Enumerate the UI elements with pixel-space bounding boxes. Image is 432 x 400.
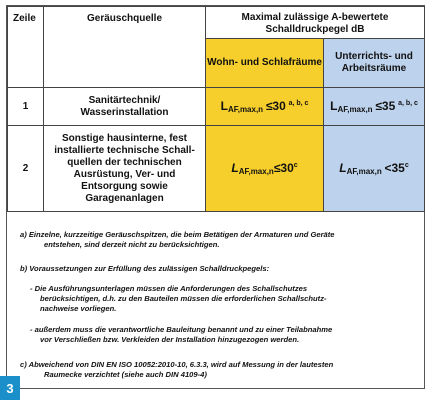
row-2-source-line: Entsorgung sowie — [81, 180, 168, 192]
level-footnote: c — [293, 161, 298, 169]
footnote-b1-line: - Die Ausführungsunterlagen müssen die Anforderungen des Schallschutzes — [30, 284, 308, 293]
header-max-line2: Schalldruckpegel dB — [265, 24, 365, 35]
noise-limit-table — [7, 6, 425, 212]
footnote-b-item-1 — [30, 284, 327, 314]
row-1-number: 1 — [8, 88, 44, 126]
footnote-b2-line: - außerdem muss die verantwortliche Bauleitung benannt und zu einer Teilabnahme — [30, 325, 333, 334]
footnote-a-line: a) Einzelne, kurzzeitige Geräuschspitzen, die beim Betätigen der Armaturen und Geräte — [20, 230, 335, 239]
row-2-source — [44, 126, 206, 212]
level-symbol: L — [330, 98, 338, 113]
row-2-source-line: Sonstige hausinterne, fest — [61, 132, 188, 144]
level-limit: ≤30 — [265, 98, 286, 113]
level-symbol: L — [220, 98, 228, 113]
row-2-source-line: Garagenanlagen — [85, 192, 164, 204]
header-wohn-schlafraeume: Wohn- und Schlafräume — [206, 39, 324, 88]
level-footnote: a, b, c — [288, 99, 309, 107]
row-2-number: 2 — [8, 126, 44, 212]
level-subscript: AF,max,n — [346, 166, 382, 176]
footnote-c — [20, 360, 333, 380]
header-unter-line1: Unterrichts- und — [335, 51, 413, 62]
header-unter-line2: Arbeitsräume — [341, 63, 407, 74]
level-limit: ≤30 — [273, 160, 294, 175]
header-zeile: Zeile — [8, 7, 44, 88]
footnote-a — [20, 230, 335, 250]
level-symbol: L — [231, 160, 239, 175]
level-footnote: a, b, c — [398, 99, 418, 107]
footnote-b1-line: nachweise vorliegen. — [40, 304, 117, 313]
row-2-source-line: Ausrüstung, Ver- und — [73, 168, 176, 180]
level-symbol: L — [339, 160, 347, 175]
level-limit: <35 — [384, 160, 405, 175]
header-max-level — [206, 7, 425, 39]
row-1-source-line: Sanitärtechnik/ — [88, 94, 161, 106]
level-limit: ≤35 — [375, 98, 396, 113]
level-footnote: c — [404, 161, 409, 169]
footnote-b1-line: berücksichtigen, d.h. zu den Bauteilen müssen die erforderlichen Schallschutz- — [40, 294, 327, 303]
footnote-a-line: entstehen, sind derzeit nicht zu berücksichtigen. — [44, 240, 220, 249]
row-1-source-line: Wasserinstallation — [80, 106, 169, 118]
row-1-wohn-value — [206, 88, 324, 126]
row-2-unter-value — [324, 126, 425, 212]
level-subscript: AF,max,n — [227, 104, 264, 114]
document-frame — [6, 5, 425, 389]
row-1-source — [44, 88, 206, 126]
header-unterrichtsraeume — [324, 39, 425, 88]
row-2-source-line: quellen der technischen — [67, 156, 182, 168]
figure-number-badge: 3 — [0, 376, 20, 400]
row-2-wohn-value — [206, 126, 324, 212]
footnote-b2-line: vor Verschließen bzw. Verkleiden der Installation hinzugezogen werden. — [40, 335, 300, 344]
header-geraeuschquelle: Geräuschquelle — [44, 7, 206, 88]
footnote-b-item-2 — [30, 325, 332, 345]
row-1-unter-value — [324, 88, 425, 126]
header-max-line1: Maximal zulässige A-bewertete — [241, 12, 389, 23]
footnote-c-line: Raumecke verzichtet (siehe auch DIN 4109-4) — [44, 370, 207, 379]
level-subscript: AF,max,n — [337, 104, 373, 114]
footnote-c-line: c) Abweichend von DIN EN ISO 10052:2010-10, 6.3.3, wird auf Messung in der lautesten — [20, 360, 334, 369]
footnote-b: b) Voraussetzungen zur Erfüllung des zulässigen Schalldruckpegels: — [20, 264, 270, 273]
row-2-source-line: installierte technische Schall- — [54, 144, 195, 156]
level-subscript: AF,max,n — [238, 166, 274, 176]
